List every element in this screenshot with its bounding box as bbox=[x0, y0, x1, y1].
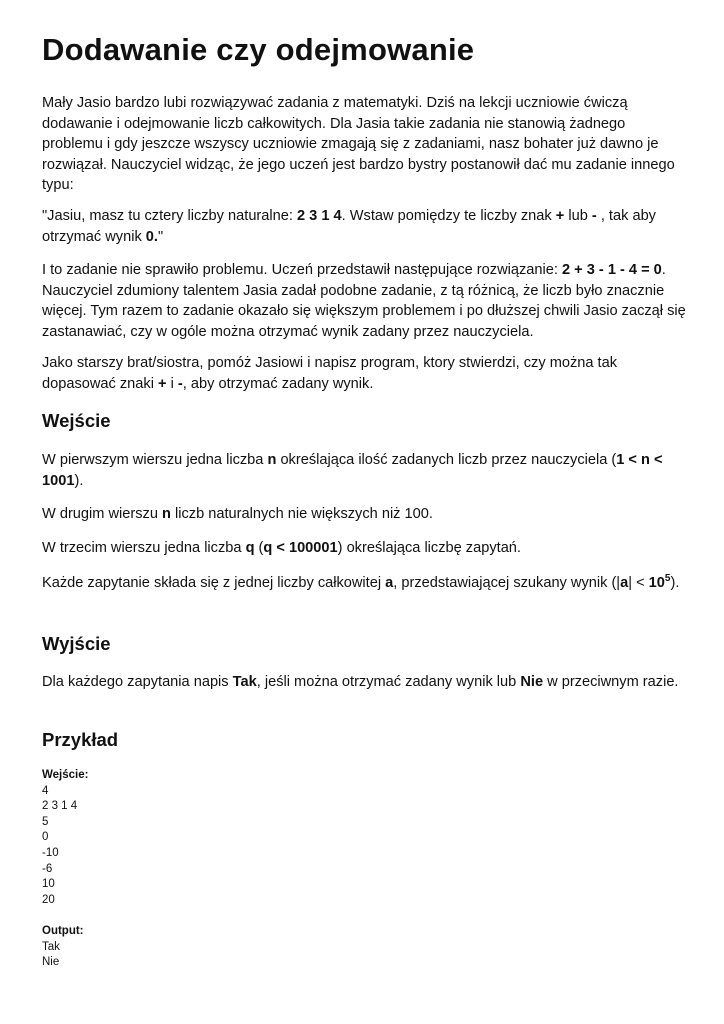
text-span: "Jasiu, masz tu cztery liczby naturalne: bbox=[42, 208, 297, 224]
q-range-bold: q < 100001 bbox=[263, 540, 338, 556]
power-base: 10 bbox=[648, 575, 665, 591]
numbers-bold: 2 3 1 4 bbox=[297, 208, 342, 224]
text-span: W drugim wierszu bbox=[42, 506, 163, 522]
text-span: liczb naturalnych nie większych niż 100. bbox=[170, 506, 433, 522]
target-bold: 0. bbox=[145, 228, 158, 245]
power-bold bbox=[649, 575, 671, 591]
intro-text: Mały Jasio bardzo lubi rozwiązywać zadania z matematyki. Dziś na lekcji uczniowie ćwiczą dodawanie i odejmowanie liczb całkowitych. Dla Jasia takie zadania nie stanowią żadnego problemu i gdy jeszcze wszyscy uczniowie zmagają się z zadaniami, nasz bohater już dawno je rozwiązał. Nauczyciel widząc, że jego uczeń jest bardzo bystry postanowił dać mu zadanie innego typu: bbox=[42, 95, 675, 193]
example-input-line: 20 bbox=[42, 893, 55, 906]
text-span: Jako starszy brat/siostra, pomóż Jasiowi i napisz program, ktory stwierdzi, czy można tak dopasować znaki bbox=[42, 355, 618, 392]
input-heading: Wejście bbox=[42, 410, 111, 431]
text-span: ). bbox=[670, 575, 680, 591]
intro-paragraph-2 bbox=[42, 206, 690, 247]
text-span: " bbox=[157, 228, 164, 245]
text-span: w przeciwnym razie. bbox=[543, 674, 679, 690]
page-title: Dodawanie czy odejmowanie bbox=[42, 32, 475, 67]
example-input-line: 4 bbox=[42, 784, 49, 797]
var-a-bold: a bbox=[620, 575, 629, 591]
text-span: lub bbox=[564, 208, 592, 224]
example-output-line: Tak bbox=[42, 940, 60, 953]
plus-sign-bold: + bbox=[158, 375, 167, 392]
example-input-label: Wejście: bbox=[42, 769, 89, 781]
text-span: , aby otrzymać zadany wynik. bbox=[182, 375, 374, 392]
var-n-bold: n bbox=[267, 452, 277, 468]
example-heading: Przykład bbox=[42, 729, 119, 750]
n-range-bold: 1 < n < 1001 bbox=[42, 452, 663, 489]
output-heading: Wyjście bbox=[42, 633, 111, 654]
text-span: . Nauczyciel zdumiony talentem Jasia zadał podobne zadanie, z tą różnicą, że liczb było znacznie więcej. Tym razem to zadanie okazało się większym problemem i po dłuższej chwili Jasio zaczął się zastanawiać, czy w ogóle można otrzymać wynik zadany przez nauczyciela. bbox=[42, 262, 686, 340]
example-input-line: 2 3 1 4 bbox=[42, 800, 78, 813]
text-span: | < bbox=[628, 575, 649, 591]
text-span: , tak aby otrzymać wynik bbox=[42, 208, 656, 245]
minus-sign-bold: - bbox=[177, 375, 183, 392]
var-a-bold: a bbox=[385, 575, 394, 591]
minus-sign-bold: - bbox=[591, 208, 597, 224]
text-span: . Wstaw pomiędzy te liczby znak bbox=[341, 208, 556, 224]
example-input-line: -10 bbox=[42, 846, 59, 859]
text-span: W trzecim wierszu jedna liczba bbox=[42, 540, 246, 556]
plus-sign-bold: + bbox=[555, 208, 565, 224]
input-line-1 bbox=[42, 450, 690, 491]
power-exponent: 5 bbox=[664, 573, 671, 585]
text-span: , jeśli można otrzymać zadany wynik lub bbox=[256, 674, 521, 690]
text-span: określająca ilość zadanych liczb przez nauczyciela ( bbox=[276, 452, 617, 468]
text-span: Każde zapytanie składa się z jednej liczby całkowitej bbox=[42, 575, 386, 591]
example-input-line: 5 bbox=[42, 815, 49, 828]
answer-tak-bold: Tak bbox=[232, 674, 257, 690]
intro-paragraph-1 bbox=[42, 93, 690, 196]
intro-paragraph-4 bbox=[42, 353, 690, 394]
example-input-line: 10 bbox=[42, 878, 55, 891]
text-span: , przedstawiającej szukany wynik (| bbox=[393, 575, 621, 591]
equation-bold: 2 + 3 - 1 - 4 = 0 bbox=[561, 262, 662, 278]
text-span: ) określająca liczbę zapytań. bbox=[337, 540, 521, 556]
answer-nie-bold: Nie bbox=[520, 674, 544, 690]
text-span: W pierwszym wierszu jedna liczba bbox=[42, 452, 268, 468]
text-span: i bbox=[166, 375, 178, 392]
input-line-4 bbox=[42, 573, 690, 594]
input-line-3 bbox=[42, 538, 690, 559]
var-n-bold: n bbox=[162, 506, 171, 522]
example-output-label: Output: bbox=[42, 924, 84, 937]
example-output-line: Nie bbox=[42, 956, 60, 969]
example-input-line: -6 bbox=[42, 862, 53, 875]
text-span: I to zadanie nie sprawiło problemu. Uczeń przedstawił następujące rozwiązanie: bbox=[42, 262, 562, 278]
intro-paragraph-3 bbox=[42, 260, 690, 342]
example-input-line: 0 bbox=[42, 831, 49, 844]
output-line-1 bbox=[42, 672, 690, 693]
text-span: Dla każdego zapytania napis bbox=[42, 674, 233, 690]
text-span: ( bbox=[254, 540, 264, 556]
var-q-bold: q bbox=[245, 540, 255, 556]
text-span: ). bbox=[74, 472, 84, 489]
input-line-2 bbox=[42, 504, 690, 525]
example-spacer bbox=[42, 908, 88, 924]
example-block bbox=[42, 768, 88, 971]
